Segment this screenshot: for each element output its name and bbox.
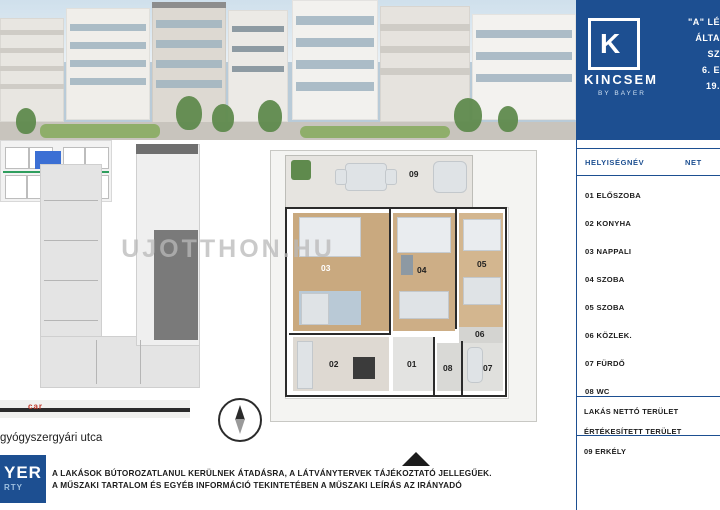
lawn — [300, 126, 450, 138]
street-label: gyógyszergyári utca — [0, 432, 103, 444]
facade-band — [380, 68, 470, 75]
summary-row: LAKÁS NETTÓ TERÜLET — [584, 407, 679, 416]
wall — [285, 207, 507, 209]
lawn — [40, 124, 160, 138]
roof-edge — [152, 2, 226, 8]
window-band — [70, 78, 146, 85]
room-table — [576, 148, 720, 436]
disclaimer-line-2: A MŰSZAKI TARTALOM ÉS EGYÉB INFORMÁCIÓ TEKINTETÉBEN A MŰSZAKI LEÍRÁS AZ IRÁNYADÓ — [52, 481, 462, 490]
tree — [454, 98, 482, 132]
planter — [291, 160, 311, 180]
column-header-name: HELYISÉGNÉV — [585, 158, 645, 167]
balcony-band — [232, 66, 284, 72]
header-line-2: ÁLTA — [695, 33, 720, 43]
table-row: 08 WC — [585, 387, 610, 396]
window-band — [156, 60, 222, 68]
watermark: UJOTTHON.HU — [121, 235, 335, 263]
bathtub — [467, 347, 483, 383]
facade-band — [0, 30, 64, 35]
wardrobe — [463, 277, 501, 305]
summary-table — [576, 396, 720, 457]
header-line-4: 6. E — [701, 65, 720, 75]
room-number-05: 05 — [477, 259, 487, 269]
outdoor-chair — [385, 169, 397, 185]
tree — [212, 104, 234, 132]
room-number-02: 02 — [329, 359, 339, 369]
block-divider — [96, 340, 97, 384]
column-header-area: NET — [685, 158, 702, 167]
window-band — [296, 82, 374, 91]
balcony-band — [232, 26, 284, 32]
tree — [258, 100, 282, 132]
table-row: 03 NAPPALI — [585, 247, 632, 256]
table-header — [577, 149, 720, 176]
window-band — [476, 52, 572, 60]
window-band — [70, 24, 146, 31]
outdoor-chair — [335, 169, 347, 185]
window-band — [476, 30, 572, 38]
block-divider — [44, 320, 98, 321]
desk — [399, 291, 449, 319]
header-line-5: 19. — [705, 81, 720, 91]
table-row: 01 ELŐSZOBA — [585, 191, 642, 200]
wall — [289, 333, 391, 335]
site-unit — [5, 175, 27, 199]
window-band — [70, 42, 146, 49]
room-number-08: 08 — [443, 363, 453, 373]
window-band — [156, 40, 222, 48]
table-row: 05 SZOBA — [585, 303, 625, 312]
outdoor-sofa — [433, 161, 467, 193]
site-unit — [5, 147, 29, 169]
wall — [455, 207, 457, 329]
room-number-01: 01 — [407, 359, 417, 369]
room-number-07: 07 — [483, 363, 493, 373]
brand-header — [576, 0, 720, 140]
north-arrow-icon — [402, 452, 430, 466]
tree — [176, 96, 202, 130]
panel-divider — [576, 0, 577, 510]
disclaimer — [52, 468, 552, 492]
window-band — [156, 20, 222, 28]
wall — [389, 207, 391, 335]
room-number-09: 09 — [409, 169, 419, 179]
compass-needle-south — [235, 419, 245, 434]
brand-subtitle: BY BAYER — [598, 90, 646, 97]
wall — [285, 395, 507, 397]
facade-band — [0, 48, 64, 53]
room-number-04: 04 — [417, 265, 427, 275]
wall — [433, 337, 435, 395]
block-divider — [44, 200, 98, 201]
compass-needle-north — [235, 405, 245, 420]
block-divider — [44, 280, 98, 281]
room-number-03: 03 — [321, 263, 331, 273]
window-band — [156, 80, 222, 88]
table-row: 04 SZOBA — [585, 275, 625, 284]
header-line-1: "A" LÉ — [687, 17, 720, 27]
header-line-3: SZ — [707, 49, 720, 59]
tree — [498, 106, 518, 132]
right-panel — [576, 0, 720, 510]
wall — [461, 341, 463, 395]
facade-band — [0, 84, 64, 89]
kincsem-logo-icon — [588, 18, 640, 70]
appliance — [353, 357, 375, 379]
window-band — [296, 38, 374, 47]
window-band — [476, 74, 572, 82]
footer-logo — [0, 455, 46, 503]
table-row: 07 FÜRDŐ — [585, 359, 625, 368]
sofa — [301, 293, 329, 325]
room-number-06: 06 — [475, 329, 485, 339]
logo-letter: K — [600, 28, 621, 59]
footer-logo-line2: RTY — [4, 483, 23, 492]
kitchen-counter — [297, 341, 313, 389]
disclaimer-line-1: A LAKÁSOK BÚTOROZATLANUL KERÜLNEK ÁTADÁSRA, A LÁTVÁNYTERVEK TÁJÉKOZTATÓ JELLEGŰEK. — [52, 469, 492, 478]
facade-band — [380, 24, 470, 31]
block-divider — [140, 340, 141, 384]
apartment-floorplan — [270, 150, 537, 422]
footer-logo-line1: YER — [4, 463, 42, 482]
compass-icon — [218, 398, 262, 442]
table-row: 06 KÖZLEK. — [585, 331, 632, 340]
facade-band — [0, 66, 64, 71]
window-band — [70, 60, 146, 67]
facade-band — [380, 46, 470, 53]
outdoor-table — [345, 163, 387, 191]
table-row: 02 KONYHA — [585, 219, 632, 228]
building-photo — [0, 0, 576, 140]
brand-name: KINCSEM — [584, 72, 658, 87]
window-band — [296, 60, 374, 69]
header-info-block — [642, 14, 720, 94]
window-band — [296, 16, 374, 25]
block-roof — [136, 144, 198, 154]
balcony-band — [232, 46, 284, 52]
summary-row: 09 ERKÉLY — [584, 447, 627, 456]
car-icon: car — [28, 402, 44, 411]
summary-row: ÉRTÉKESÍTETT TERÜLET — [584, 427, 682, 436]
plan-area — [0, 140, 576, 430]
tree — [16, 108, 36, 134]
